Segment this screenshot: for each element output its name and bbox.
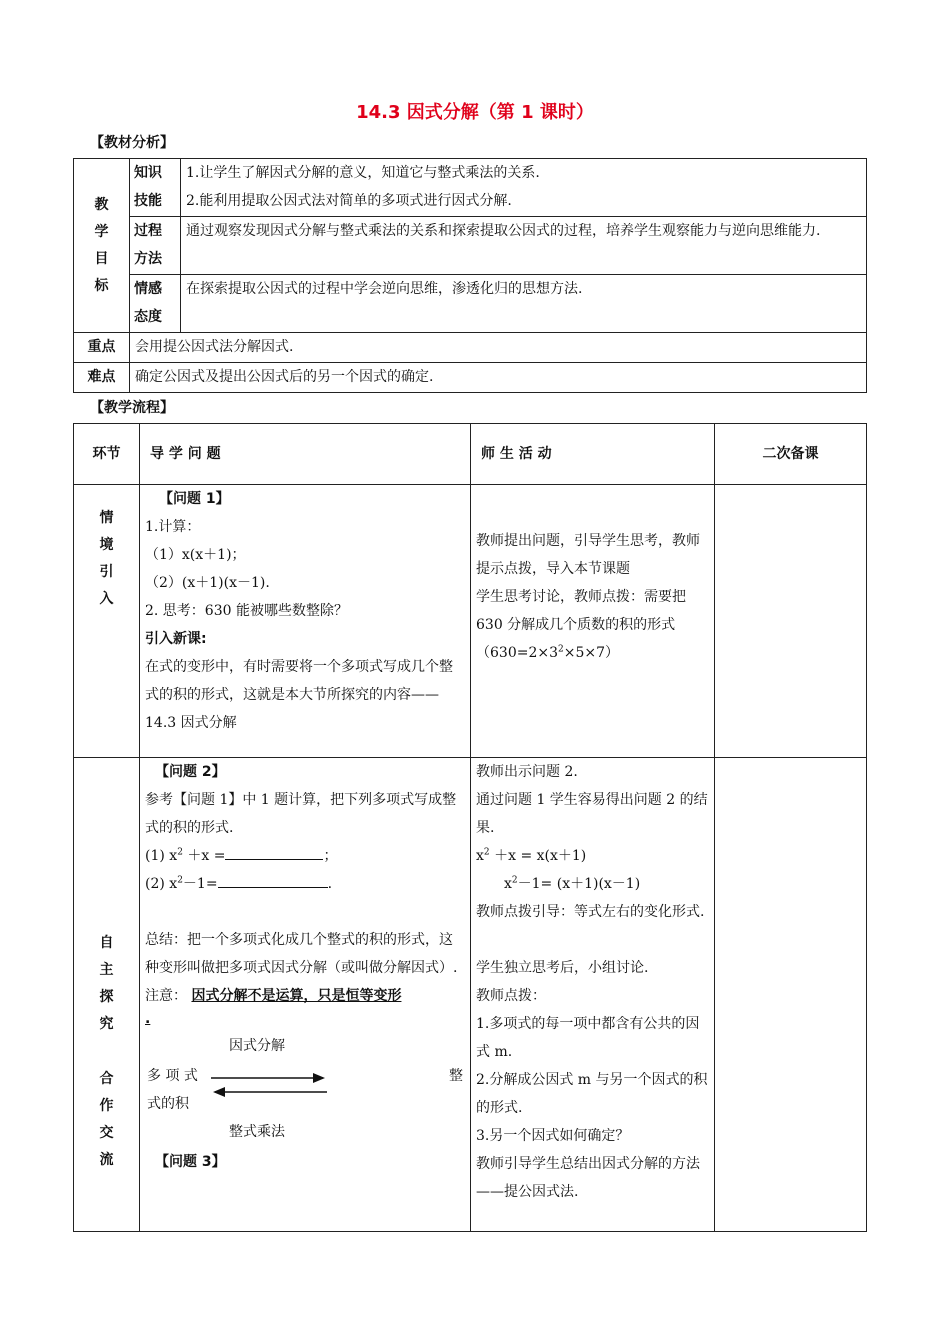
activity-cell-2: 教师出示问题 2. 通过问题 1 学生容易得出问题 2 的结果. $x^2 +x = x(x+1)$ $x^2-1= (x+1)(x-1)$ 教师点拨引导：等式左右的变化形式. 学生独立思考后，小组讨论. 教师点拨： 1.多项式的每一项中都含有公共的因式 m. 2.分解成公因式 m 与另一个因式的积的形式. 3.另一个因式如何确定？ 教师引导学生总结出因式分解的方法——提公因式法. — [471, 758, 715, 1232]
difficult-label: 难点 — [74, 363, 130, 393]
question-1-line: 2. 思考：630 能被哪些数整除？ — [145, 603, 348, 619]
second-prep-cell-2 — [715, 758, 867, 1232]
question-2-text: 参考【问题 1】中 1 题计算，把下列多项式写成整式的积的形式. — [145, 792, 457, 836]
activity-text: 教师提出问题，引导学生思考，教师提示点拨，导入本节课题 — [476, 533, 700, 577]
factor-diagram — [145, 1028, 465, 1148]
product-label-end: 式的积 — [147, 1096, 189, 1112]
answer-blank-1[interactable] — [225, 845, 323, 860]
stage-intro: 情 境 引 入 — [74, 485, 140, 758]
note-emphasis: 因式分解不是运算，只是恒等变形 — [191, 988, 402, 1004]
header-stage: 环节 — [74, 424, 140, 485]
section-heading-analysis: 【教材分析】 — [90, 135, 174, 151]
flow-table — [73, 423, 867, 1232]
difficult-content: 确定公因式及提出公因式后的另一个因式的确定. — [130, 363, 867, 393]
key-content: 会用提公因式法分解因式. — [130, 333, 867, 363]
activity-text: 学生思考讨论，教师点拨：需要把 630 分解成几个质数的积的形式$(630=2\times 3^2\times 5\times 7)$ — [476, 589, 686, 661]
key-label: 重点 — [74, 333, 130, 363]
question-2-item-1: (1) $x^2 +x$ = ； — [145, 842, 465, 870]
polynomial-label: 多 项 式 — [147, 1068, 198, 1084]
question-1-line: 1.计算： — [145, 519, 201, 535]
note-line: 注意： 因式分解不是运算，只是恒等变形 — [145, 988, 402, 1004]
question-2-title: 【问题 2】 — [155, 764, 226, 780]
process-content: 通过观察发现因式分解与整式乘法的关系和探索提取公因式的过程，培养学生观察能力与逆向思维能力. — [181, 217, 867, 275]
arrow-label-factorization: 因式分解 — [229, 1038, 285, 1054]
question-3-title: 【问题 3】 — [155, 1154, 226, 1170]
knowledge-content: 1.让学生了解因式分解的意义，知道它与整式乘法的关系. 2.能利用提取公因式法对简单的多项式进行因式分解. — [181, 159, 867, 217]
analysis-table — [73, 158, 867, 393]
new-lesson-label: 引入新课: — [145, 631, 207, 647]
knowledge-label: 知识 技能 — [130, 159, 181, 217]
activity-cell-1 — [471, 485, 715, 758]
header-activities: 师 生 活 动 — [471, 424, 715, 485]
section-heading-flow: 【教学流程】 — [90, 400, 174, 416]
header-questions: 导 学 问 题 — [140, 424, 471, 485]
stage-explore: 自 主 探 究 合 作 交 流 — [74, 758, 140, 1232]
question-1-line: （1）x(x＋1)； — [145, 547, 246, 563]
questions-cell-1 — [140, 485, 471, 758]
goal-label-cell: 教 学 目 标 — [74, 159, 130, 333]
double-arrow-icon — [209, 1068, 329, 1100]
answer-blank-2[interactable] — [218, 873, 328, 888]
equation-2: $x^2-1= (x+1)(x-1)$ — [504, 875, 641, 892]
questions-cell-2: 【问题 2】 参考【问题 1】中 1 题计算，把下列多项式写成整式的积的形式. (1) $x^2 +x$ = ； (2) $x^2-1=$ . 总结：把一个多项式化成几个整式的积的形式，这种变形叫做把多项式因式分解（或叫做分解因式）. 注意： 因式分解不是运算，只是恒等变形 . 因式分解 多 项 式 整 式的积 整式乘法 【问题 3】 — [140, 758, 471, 1232]
header-second-prep: 二次备课 — [715, 424, 867, 485]
question-1-line: （2）(x＋1)(x－1). — [145, 575, 270, 591]
product-label-start: 整 — [449, 1068, 463, 1084]
emotion-label: 情感 态度 — [130, 275, 181, 333]
question-2-item-2: (2) $x^2-1=$ . — [145, 870, 465, 898]
second-prep-cell-1 — [715, 485, 867, 758]
question-1-title: 【问题 1】 — [159, 491, 230, 507]
process-label: 过程 方法 — [130, 217, 181, 275]
equation-1: $x^2 +x = x(x+1)$ — [476, 847, 587, 864]
arrow-label-multiplication: 整式乘法 — [229, 1124, 285, 1140]
new-lesson-text: 在式的变形中，有时需要将一个多项式写成几个整式的积的形式，这就是本大节所探究的内容——14.3 因式分解 — [145, 659, 453, 731]
summary-text: 总结：把一个多项式化成几个整式的积的形式，这种变形叫做把多项式因式分解（或叫做分解因式）. — [145, 932, 458, 976]
page-title: 14.3 因式分解（第 1 课时） — [356, 102, 594, 123]
emotion-content: 在探索提取公因式的过程中学会逆向思维，渗透化归的思想方法. — [181, 275, 867, 333]
